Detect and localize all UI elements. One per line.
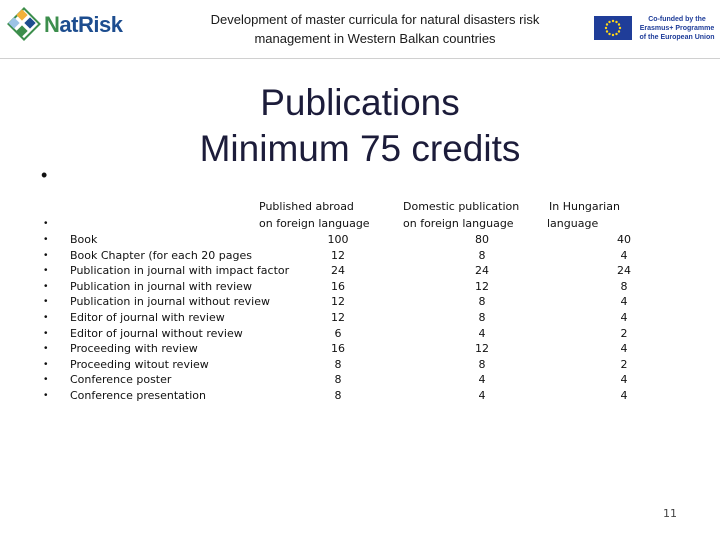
eu-flag-icon	[594, 16, 632, 40]
cell-hungarian: 40	[617, 233, 631, 246]
cell-abroad: 24	[331, 264, 345, 278]
bullet-marker: •	[44, 327, 48, 339]
natrisk-logo	[4, 4, 123, 46]
cell-domestic: 4	[478, 373, 486, 387]
cell-hungarian: 4	[620, 389, 628, 402]
bullet-marker: •	[44, 234, 48, 245]
cell-hungarian: 4	[620, 295, 628, 309]
header-divider	[0, 58, 720, 59]
cell-hungarian: 4	[620, 248, 628, 262]
cell-domestic: 8	[478, 248, 486, 262]
bullet-marker: •	[44, 218, 48, 229]
logo-emblem-icon	[6, 6, 42, 42]
cell-abroad: 6	[334, 326, 342, 340]
bullet-marker: •	[44, 249, 48, 261]
cell-abroad: 12	[331, 311, 345, 324]
row-label: Conference presentation	[70, 389, 206, 402]
slide-title	[0, 80, 720, 172]
slide-title-line1: Publications	[260, 82, 460, 123]
cell-domestic: 8	[478, 357, 486, 371]
cell-domestic: 24	[475, 264, 489, 278]
row-label: Book	[70, 233, 98, 246]
row-label: Conference poster	[70, 373, 172, 387]
bullet-marker: •	[44, 265, 48, 277]
logo-letter-n: N	[44, 12, 60, 37]
cell-hungarian: 8	[620, 279, 628, 293]
row-label: Proceeding witout review	[70, 357, 209, 371]
header-title-line2: management in Western Balkan countries	[254, 31, 496, 46]
cell-domestic: 80	[475, 233, 489, 246]
col-header-domestic-line1: Domestic publication	[403, 200, 520, 213]
row-label: Publication in journal with review	[70, 279, 252, 293]
eu-stars-icon	[594, 16, 632, 40]
eu-cofunded-text	[636, 15, 718, 42]
row-label: Publication in journal with impact factor	[70, 264, 290, 278]
cell-abroad: 8	[334, 389, 342, 402]
bullet-marker: •	[41, 165, 48, 185]
page-number: 11	[663, 507, 677, 520]
col-header-hungarian-line2: language	[547, 217, 599, 230]
cell-abroad: 12	[331, 248, 345, 262]
bullet-marker: •	[44, 343, 48, 355]
eu-text-line2: Erasmus+ Programme	[639, 25, 715, 32]
row-label: Editor of journal with review	[70, 311, 225, 324]
row-label: Book Chapter (for each 20 pages	[70, 248, 252, 262]
row-label: Publication in journal without review	[70, 295, 270, 309]
slide-title-line2: Minimum 75 credits	[199, 128, 521, 169]
logo-word-rest: atRisk	[59, 12, 123, 37]
cell-domestic: 4	[478, 326, 486, 340]
cell-hungarian: 2	[620, 326, 628, 340]
cell-hungarian: 24	[617, 264, 631, 278]
cell-abroad: 12	[331, 295, 345, 309]
bullet-marker: •	[44, 280, 48, 292]
bullet-marker: •	[44, 358, 48, 370]
row-label: Editor of journal without review	[70, 326, 243, 340]
bullet-marker: •	[44, 374, 48, 386]
col-header-domestic-line2: on foreign language	[403, 217, 514, 230]
cell-hungarian: 4	[620, 342, 628, 356]
cell-abroad: 100	[327, 233, 349, 246]
col-header-hungarian-line1: In Hungarian	[549, 200, 620, 213]
cell-domestic: 8	[478, 311, 486, 324]
cell-domestic: 12	[475, 342, 489, 356]
header-title-line1: Development of master curricula for natural disasters risk	[210, 12, 540, 27]
col-header-abroad-line2: on foreign language	[259, 217, 370, 230]
eu-text-line1: Co-funded by the	[648, 16, 706, 23]
logo-wordmark	[44, 12, 122, 38]
cell-domestic: 12	[475, 279, 489, 293]
col-header-abroad-line1: Published abroad	[259, 200, 354, 213]
cell-hungarian: 2	[620, 357, 628, 371]
cell-abroad: 16	[331, 279, 345, 293]
bullet-marker: •	[44, 312, 48, 323]
cell-abroad: 16	[331, 342, 345, 356]
cell-abroad: 8	[334, 373, 342, 387]
bullet-marker: •	[44, 296, 48, 308]
row-label: Proceeding with review	[70, 342, 198, 356]
eu-text-line3: of the European Union	[639, 34, 715, 41]
cell-domestic: 8	[478, 295, 486, 309]
header-title	[170, 10, 580, 48]
cell-hungarian: 4	[620, 373, 628, 387]
cell-hungarian: 4	[620, 311, 628, 324]
cell-domestic: 4	[478, 389, 486, 402]
cell-abroad: 8	[334, 357, 342, 371]
bullet-marker: •	[44, 390, 48, 401]
